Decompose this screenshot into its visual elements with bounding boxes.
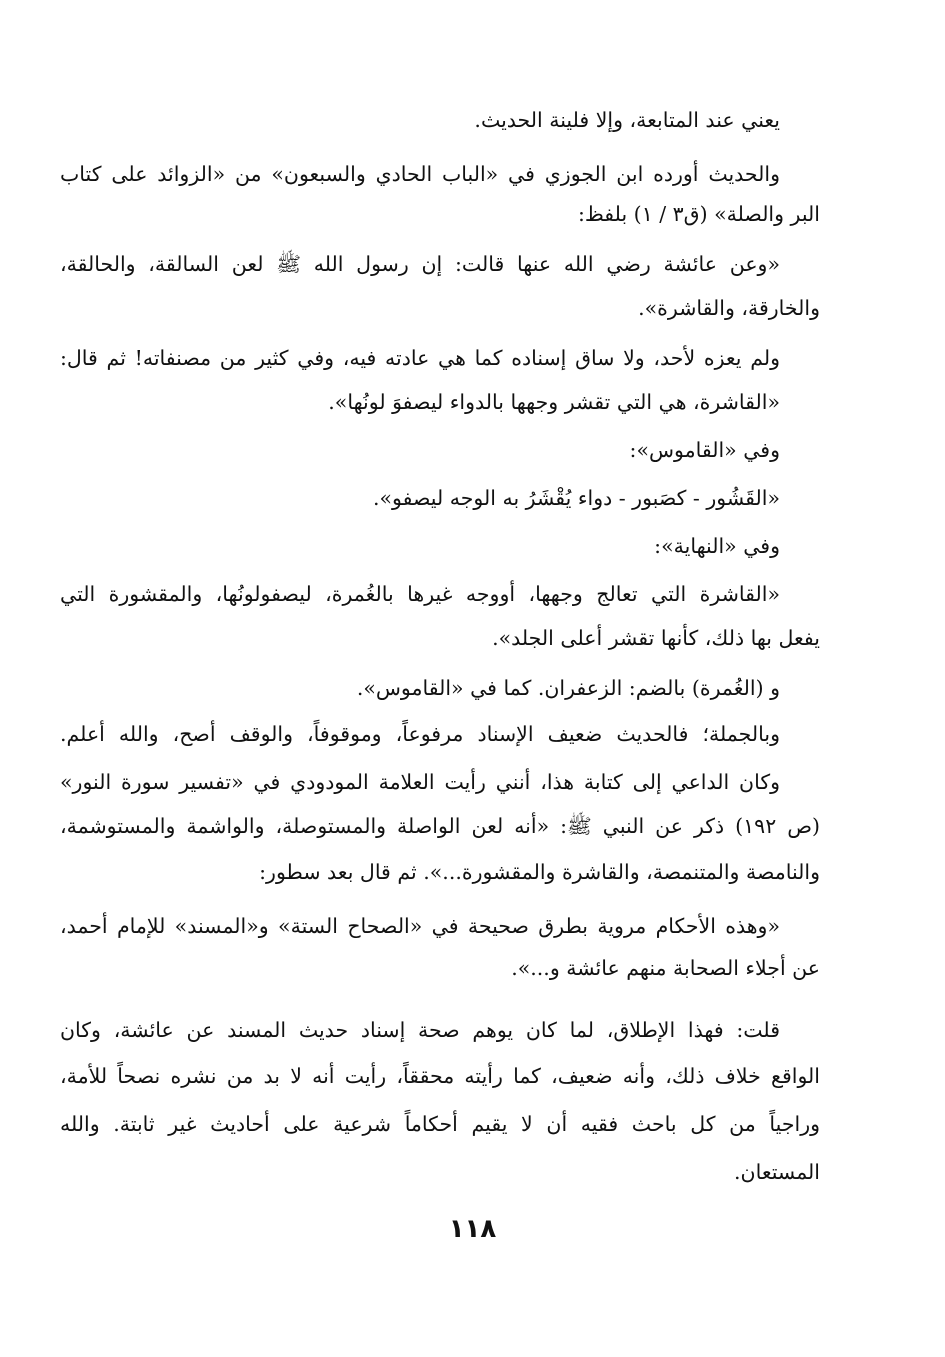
text-line: وفي «النهاية»: <box>654 534 780 558</box>
text-line: «وهذه الأحكام مروية بطرق صحيحة في «الصحاح الستة» و«المسند» للإمام أحمد، <box>60 914 780 938</box>
text-line: وفي «القاموس»: <box>629 438 780 462</box>
text-line: (ص ١٩٢) ذكر عن النبي ﷺ: «أنه لعن الواصلة والمستوصلة، والواشمة والمستوشمة، <box>60 814 820 838</box>
text-line: وكان الداعي إلى كتابة هذا، أنني رأيت العلامة المودودي في «تفسير سورة النور» <box>60 770 780 794</box>
text-line: البر والصلة» (ق٣ / ١) بلفظ: <box>577 202 820 226</box>
text-line: والنامصة والمتنمصة، والقاشرة والمقشورة...». ثم قال بعد سطور: <box>259 860 820 884</box>
text-line: المستعان. <box>734 1160 820 1184</box>
text-line: «القاشرة التي تعالج وجهها، أووجه غيرها بالغُمرة، ليصفولونُها، والمقشورة التي <box>60 582 780 606</box>
text-line: عن أجلاء الصحابة منهم عائشة و...». <box>511 956 820 980</box>
text-line: «القَشُور - كصَبور - دواء يُقْشَرُ به الوجه ليصفو». <box>373 486 780 510</box>
text-line: قلت: فهذا الإطلاق، لما كان يوهم صحة إسناد حديث المسند عن عائشة، وكان <box>60 1018 780 1042</box>
document-page <box>60 0 820 1357</box>
text-line: و (الغُمرة) بالضم: الزعفران. كما في «القاموس». <box>356 676 780 700</box>
text-line: «وعن عائشة رضي الله عنها قالت: إن رسول الله ﷺ لعن السالقة، والحالقة، <box>60 252 780 276</box>
page-number: ١١٨ <box>448 1214 497 1244</box>
text-line: ولم يعزه لأحد، ولا ساق إسناده كما هي عادته فيه، وفي كثير من مصنفاته! ثم قال: <box>60 346 780 370</box>
text-line: وراجياً من كل باحث فقيه أن لا يقيم أحكاماً شرعية على أحاديث غير ثابتة. والله <box>60 1112 820 1136</box>
text-line: الواقع خلاف ذلك، وأنه ضعيف، كما رأيته محققاً، رأيت أنه لا بد من نشره نصحاً للأمة، <box>60 1064 820 1088</box>
text-line: والخارقة، والقاشرة». <box>638 296 820 320</box>
text-line: يعني عند المتابعة، وإلا فلينة الحديث. <box>474 108 780 132</box>
text-line: «القاشرة، هي التي تقشر وجهها بالدواء ليصفوَ لونُها». <box>328 390 780 414</box>
text-line: يفعل بها ذلك، كأنها تقشر أعلى الجلد». <box>492 626 820 650</box>
text-line: وبالجملة؛ فالحديث ضعيف الإسناد مرفوعاً، وموقوفاً، والوقف أصح، والله أعلم. <box>60 722 780 746</box>
text-line: والحديث أورده ابن الجوزي في «الباب الحادي والسبعون» من «الزوائد على كتاب <box>60 162 780 186</box>
